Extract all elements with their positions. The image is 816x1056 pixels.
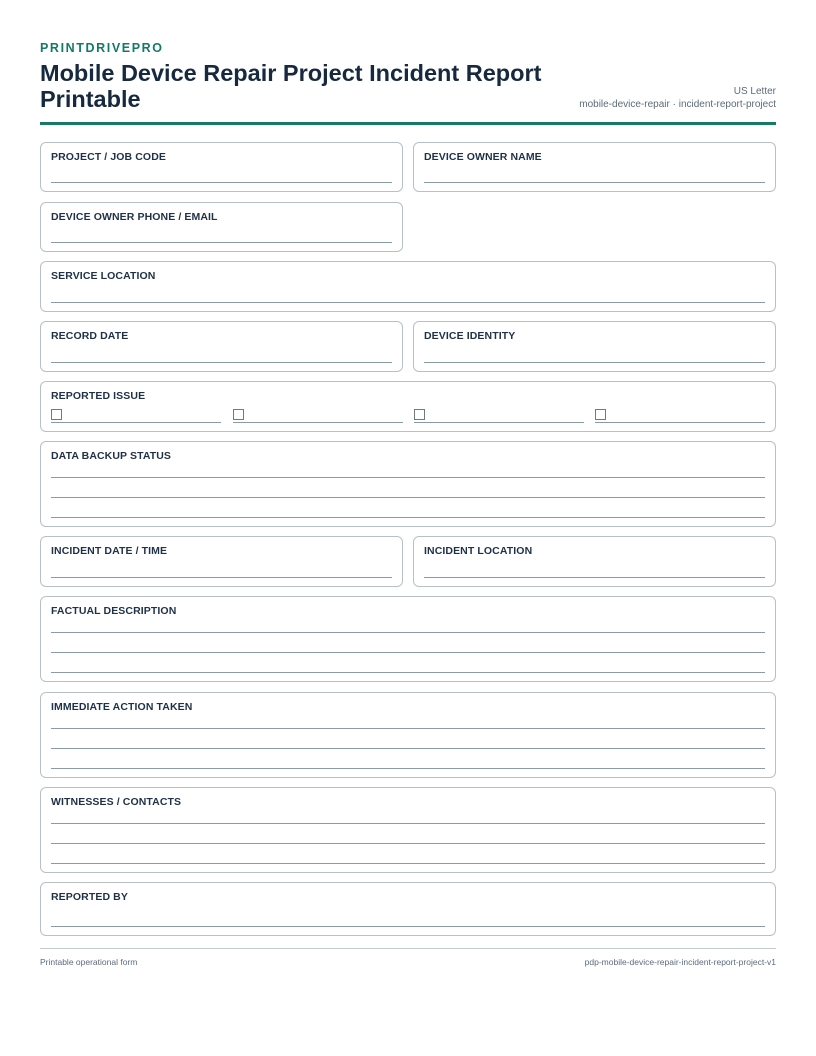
factual-description-label: FACTUAL DESCRIPTION: [51, 605, 177, 617]
device-owner-name-line[interactable]: [424, 182, 765, 183]
service-location-field[interactable]: [40, 261, 776, 312]
footer-form-id: pdp-mobile-device-repair-incident-report-project-v1: [584, 957, 776, 967]
record-date-field[interactable]: [40, 321, 403, 372]
immediate-action-line-3[interactable]: [51, 768, 765, 769]
factual-description-line-2[interactable]: [51, 652, 765, 653]
service-location-label: SERVICE LOCATION: [51, 270, 156, 282]
factual-description-field[interactable]: [40, 596, 776, 682]
factual-description-line-3[interactable]: [51, 672, 765, 673]
incident-location-line[interactable]: [424, 577, 765, 578]
project-job-code-field[interactable]: [40, 142, 403, 192]
reported-issue-checkbox-3[interactable]: [414, 409, 425, 420]
device-owner-contact-field[interactable]: [40, 202, 403, 252]
device-owner-name-field[interactable]: [413, 142, 776, 192]
incident-date-time-field[interactable]: [40, 536, 403, 587]
data-backup-status-label: DATA BACKUP STATUS: [51, 450, 172, 462]
witnesses-contacts-line-2[interactable]: [51, 843, 765, 844]
data-backup-status-line-2[interactable]: [51, 497, 765, 498]
reported-issue-line-3[interactable]: [414, 422, 584, 423]
brand-name: PRINTDRIVEPRO: [40, 41, 164, 55]
device-owner-contact-line[interactable]: [51, 242, 392, 243]
immediate-action-line-1[interactable]: [51, 728, 765, 729]
service-location-line[interactable]: [51, 302, 765, 303]
device-identity-label: DEVICE IDENTITY: [424, 330, 516, 342]
incident-date-time-label: INCIDENT DATE / TIME: [51, 545, 168, 557]
reported-issue-checkbox-2[interactable]: [233, 409, 244, 420]
page-title: Mobile Device Repair Project Incident Report Printable: [40, 60, 542, 112]
project-job-code-line[interactable]: [51, 182, 392, 183]
device-owner-contact-label: DEVICE OWNER PHONE / EMAIL: [51, 211, 218, 223]
reported-issue-checkbox-4[interactable]: [595, 409, 606, 420]
incident-location-field[interactable]: [413, 536, 776, 587]
record-date-label: RECORD DATE: [51, 330, 129, 342]
project-job-code-label: PROJECT / JOB CODE: [51, 151, 166, 163]
data-backup-status-line-1[interactable]: [51, 477, 765, 478]
device-identity-field[interactable]: [413, 321, 776, 372]
immediate-action-line-2[interactable]: [51, 748, 765, 749]
data-backup-status-line-3[interactable]: [51, 517, 765, 518]
reported-issue-field[interactable]: [40, 381, 776, 432]
witnesses-contacts-line-1[interactable]: [51, 823, 765, 824]
footer-left-text: Printable operational form: [40, 957, 138, 967]
immediate-action-label: IMMEDIATE ACTION TAKEN: [51, 701, 193, 713]
reported-issue-line-4[interactable]: [595, 422, 765, 423]
device-identity-line[interactable]: [424, 362, 765, 363]
immediate-action-field[interactable]: [40, 692, 776, 778]
reported-issue-line-1[interactable]: [51, 422, 221, 423]
witnesses-contacts-label: WITNESSES / CONTACTS: [51, 796, 182, 808]
data-backup-status-field[interactable]: [40, 441, 776, 527]
reported-by-label: REPORTED BY: [51, 891, 128, 903]
witnesses-contacts-field[interactable]: [40, 787, 776, 873]
incident-location-label: INCIDENT LOCATION: [424, 545, 533, 557]
incident-date-time-line[interactable]: [51, 577, 392, 578]
witnesses-contacts-line-3[interactable]: [51, 863, 765, 864]
reported-issue-checkbox-1[interactable]: [51, 409, 62, 420]
device-owner-name-label: DEVICE OWNER NAME: [424, 151, 542, 163]
reported-by-field[interactable]: [40, 882, 776, 936]
record-date-line[interactable]: [51, 362, 392, 363]
factual-description-line-1[interactable]: [51, 632, 765, 633]
document-tags: mobile-device-repair · incident-report-project: [579, 99, 776, 110]
reported-issue-label: REPORTED ISSUE: [51, 390, 146, 402]
header-rule: [40, 122, 776, 125]
document-meta: [579, 85, 776, 111]
reported-by-line[interactable]: [51, 926, 765, 927]
reported-issue-line-2[interactable]: [233, 422, 403, 423]
paper-size: US Letter: [733, 86, 776, 97]
footer-rule: [40, 948, 776, 949]
